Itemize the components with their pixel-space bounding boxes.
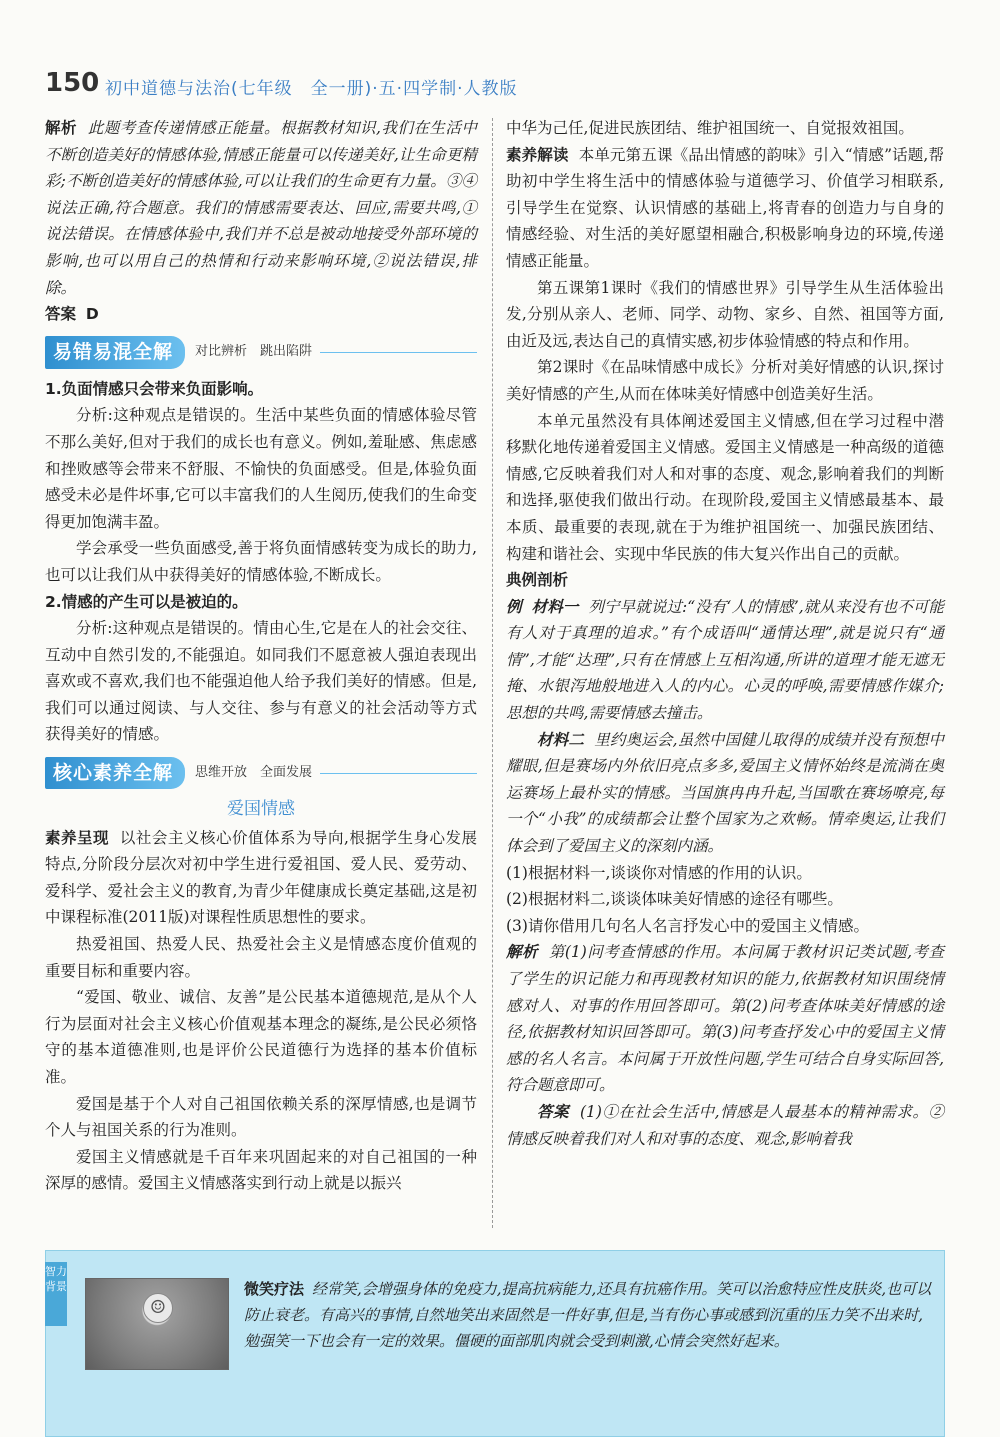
paragraph: 中华为己任,促进民族团结、维护祖国统一、自觉报效祖国。 <box>506 119 914 137</box>
material-one-text: 列宁早就说过:“没有‘人的情感’,就从来没有也不可能有人对于真理的追求。”有个成语叫“通情达理”,就是说只有“通情”,才能“达理”,只有在情感上互相沟通,所讲的道理才能无遮无掩、水银泻地般地进入人的内心。心灵的呼唤,需要情感作媒介;思想的共鸣,需要情感去撞击。 <box>506 597 944 723</box>
answer-text: (1)①在社会生活中,情感是人最基本的精神需求。②情感反映着我们对人和对事的态度、观念,影响着我 <box>506 1102 944 1148</box>
material-two <box>506 727 944 860</box>
section-title: 爱国情感 <box>227 799 295 820</box>
analysis-paragraph <box>506 939 944 1099</box>
paragraph: 爱国是基于个人对自己祖国依赖关系的深厚情感,也是调节个人与祖国关系的行为准则。 <box>45 1094 477 1140</box>
book-title: 初中道德与法治(七年级 全一册)·五·四学制·人教版 <box>105 79 518 99</box>
material-one-label: 材料一 <box>531 597 579 616</box>
answer-label: 答案 <box>45 305 77 324</box>
paragraph: 分析:这种观点是错误的。生活中某些负面的情感体验尽管不那么美好,但对于我们的成长也有意义。例如,羞耻感、焦虑感和挫败感等会带来不舒服、不愉快的负面感受。但是,体验负面感受未必是件坏事,它可以丰富我们的人生阅历,使我们的生命变得更加饱满丰盈。 <box>45 406 477 531</box>
analysis-label: 解析 <box>506 943 538 962</box>
item-title: 1.负面情感只会带来负面影响。 <box>45 379 264 398</box>
material-two-text: 里约奥运会,虽然中国健儿取得的成绩并没有预想中耀眼,但是赛场内外依旧亮点多多,爱国主义情怀始终是流淌在奥运赛场上最朴实的情感。当国旗冉冉升起,当国歌在赛场嘹亮,每一个“小我”的成绩都会让整个国家为之欢畅。情牵奥运,让我们体会到了爱国主义的深刻内涵。 <box>506 730 944 856</box>
paragraph: 第五课第1课时《我们的情感世界》引导学生从生活体验出发,分别从亲人、老师、同学、动物、家乡、自然、祖国等方面,由近及远,表达自己的真情实感,初步体验情感的特点和作用。 <box>506 278 944 350</box>
answer-paragraph <box>506 1099 944 1152</box>
left-column <box>45 115 477 1197</box>
analysis-label: 解析 <box>45 119 78 137</box>
banner-subtitle: 思维开放 全面发展 <box>195 764 313 780</box>
box-keyword: 微笑疗法 <box>244 1280 305 1298</box>
box-text <box>244 1276 934 1354</box>
literacy-text: 以社会主义核心价值体系为导向,根据学生身心发展特点,分阶段分层次对初中学生进行爱祖国、爱人民、爱劳动、爱科学、爱社会主义的教育,为青少年健康成长奠定基础,这是初中课程标准(2011版)对课程性质思想性的要求。 <box>45 828 477 927</box>
paragraph: “爱国、敬业、诚信、友善”是公民基本道德规范,是从个人行为层面对社会主义核心价值观基本理念的凝练,是公民必须恪守的基本道德准则,也是评价公民道德行为选择的基本价值标准。 <box>45 988 477 1086</box>
page-number: 150 <box>45 68 100 98</box>
question: (3)请你借用几句名人名言抒发心中的爱国主义情感。 <box>506 916 869 935</box>
banner-core-literacy <box>45 756 477 790</box>
question: (2)根据材料二,谈谈体味美好情感的途径有哪些。 <box>506 890 843 909</box>
paragraph: 本单元虽然没有具体阐述爱国主义情感,但在学习过程中潜移默化地传递着爱国主义情感。爱国主义情感是一种高级的道德情感,它反映着我们对人和对事的态度、观念,影响着我们的判断和选择,驱使我们做出行动。在现阶段,爱国主义情感最基本、最本质、最重要的表现,就在于为维护祖国统一、加强民族团结、构建和谐社会、实现中华民族的伟大复兴作出自己的贡献。 <box>506 411 944 563</box>
example-label: 例 <box>506 597 522 616</box>
banner-title: 核心素养全解 <box>45 757 185 790</box>
interpret-text: 本单元第五课《品出情感的韵味》引入“情感”话题,帮助初中学生将生活中的情感体验与道德学习、价值学习相联系,引导学生在觉察、认识情感的基础上,将青春的创造力与自身的情感经验、对生活的美好愿望相融合,积极影响身边的环境,传递情感正能量。 <box>506 145 945 270</box>
banner-title: 易错易混全解 <box>45 336 185 369</box>
paragraph: 学会承受一些负面感受,善于将负面情感转变为成长的助力,也可以让我们从中获得美好的情感体验,不断成长。 <box>45 539 477 584</box>
analysis-text: 此题考查传递情感正能量。根据教材知识,我们在生活中不断创造美好的情感体验,情感正能量可以传递美好,让生命更精彩;不断创造美好的情感体验,可以让我们的生命更有力量。③④说法正确,符合题意。我们的情感需要表达、回应,需要共鸣,①说法错误。在情感体验中,我们并不总是被动地接受外部环境的影响,也可以用自己的热情和行动来影响环境,②说法错误,排除。 <box>45 119 477 297</box>
paragraph <box>506 142 944 275</box>
column-divider <box>492 118 493 1228</box>
paragraph: 第2课时《在品味情感中成长》分析对美好情感的认识,探讨美好情感的产生,从而在体味美好情感中创造美好生活。 <box>506 358 944 403</box>
answer-line <box>45 301 477 328</box>
paragraph: 分析:这种观点是错误的。情由心生,它是在人的社会交往、互动中自然引发的,不能强迫。如同我们不愿意被人强迫表现出喜欢或不喜欢,我们也不能强迫他人给予我们美好的情感。但是,我们可以通过阅读、与人交往、参与有意义的社会活动等方式获得美好的情感。 <box>45 619 477 744</box>
paragraph: 热爱祖国、热爱人民、热爱社会主义是情感态度价值观的重要目标和重要内容。 <box>45 935 477 980</box>
box-tag: 智力背景 <box>45 1262 67 1326</box>
banner-error-prone <box>45 336 477 370</box>
item-title: 2.情感的产生可以是被迫的。 <box>45 592 248 611</box>
example-title: 典例剖析 <box>506 571 569 590</box>
analysis-text: 第(1)问考查情感的作用。本问属于教材识记类试题,考查了学生的识记能力和再现教材知识的能力,依据教材知识围绕情感对人、对事的作用回答即可。第(2)问考查体味美好情感的途径,依据教材知识回答即可。第(3)问考查抒发心中的爱国主义情感的名人名言。本问属于开放性问题,学生可结合自身实际回答,符合题意即可。 <box>506 943 944 1095</box>
material-two-label: 材料二 <box>537 730 585 749</box>
box-body: 经常笑,会增强身体的免疫力,提高抗病能力,还具有抗癌作用。笑可以治愈特应性皮肤炎,也可以防止衰老。有高兴的事情,自然地笑出来固然是一件好事,但是,当有伤心事或感到沉重的压力笑不出来时,勉强笑一下也会有一定的效果。僵硬的面部肌肉就会受到刺激,心情会突然好起来。 <box>244 1280 932 1350</box>
right-column <box>506 115 944 1152</box>
analysis-paragraph <box>45 115 477 301</box>
interpret-label: 素养解读 <box>506 145 569 164</box>
material-one <box>506 594 944 727</box>
question: (1)根据材料一,谈谈你对情感的作用的认识。 <box>506 863 812 882</box>
banner-subtitle: 对比辨析 跳出陷阱 <box>195 344 313 360</box>
smiley-photo <box>85 1278 229 1370</box>
paragraph <box>45 825 477 931</box>
smiley-icon: ☺ <box>143 1293 173 1323</box>
page-header <box>45 68 965 108</box>
paragraph: 爱国主义情感就是千百年来巩固起来的对自己祖国的一种深厚的感情。爱国主义情感落实到行动上就是以振兴 <box>45 1147 477 1193</box>
answer-label: 答案 <box>537 1102 570 1121</box>
literacy-label: 素养呈现 <box>45 828 110 847</box>
answer-value: D <box>85 305 99 324</box>
